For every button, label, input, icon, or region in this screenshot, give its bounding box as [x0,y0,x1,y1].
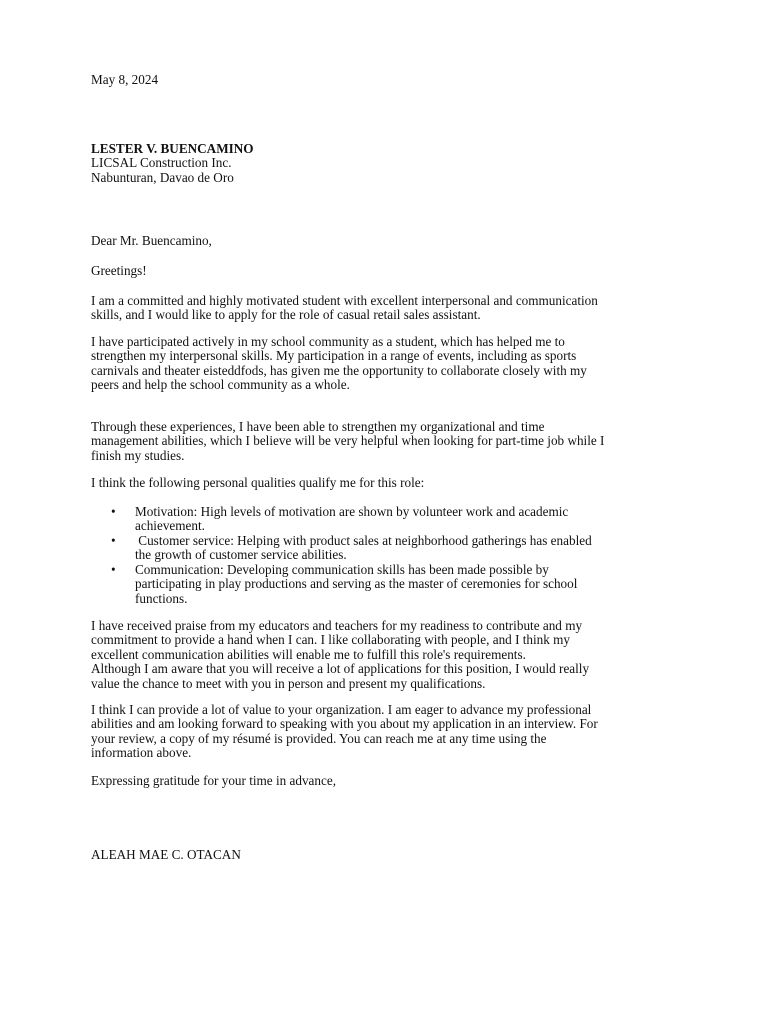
paragraph-closing [91,774,691,788]
paragraph-line: I have received praise from my educators and teachers for my readiness to contribute and my [91,618,583,633]
paragraph-line: your review, a copy of my résumé is provided. You can reach me at any time using the [91,730,547,746]
paragraph-line: Although I am aware that you will receive a lot of applications for this position, I would really [91,661,590,677]
bullet-line: Motivation: High levels of motivation are shown by volunteer work and academic [135,504,569,519]
paragraph-line: Expressing gratitude for your time in advance, [91,773,336,788]
paragraph-intro [91,294,691,323]
bullet-line: Communication: Developing communication skills has been made possible by [135,562,549,577]
paragraph-participation [91,335,691,393]
recipient-company: LICSAL Construction Inc. [91,155,232,171]
paragraph-line: finish my studies. [91,447,185,463]
paragraph-experiences [91,420,691,463]
paragraph-line: commitment to provide a hand when I can. I like collaborating with people, and I think my [91,632,571,648]
paragraph-value [91,703,691,761]
signature-name: ALEAH MAE C. OTACAN [91,847,241,862]
bullet-text [135,563,695,606]
paragraph-line: value the chance to meet with you in person and present my qualifications. [91,675,486,691]
date-text: May 8, 2024 [91,72,159,87]
bullet-line: Customer service: Helping with product sales at neighborhood gatherings has enabled [135,533,592,548]
salutation-text: Dear Mr. Buencamino, [91,233,212,248]
paragraph-line: carnivals and theater eisteddfods, has given me the opportunity to collaborate closely with my [91,362,587,378]
paragraph-line: information above. [91,745,192,761]
paragraph-line: abilities and am looking forward to speaking with you about my application in an interview. For [91,716,598,732]
bullet-line: achievement. [135,518,205,534]
bullet-icon: • [111,533,116,548]
paragraph-praise [91,619,691,691]
recipient-address: Nabunturan, Davao de Oro [91,169,234,185]
bullet-text [135,505,695,534]
paragraph-line: I think I can provide a lot of value to your organization. I am eager to advance my professional [91,702,592,717]
paragraph-line: I think the following personal qualities qualify me for this role: [91,475,425,490]
paragraph-qualities-intro [91,476,691,490]
bullet-icon: • [111,562,116,577]
greeting-text: Greetings! [91,263,147,278]
letter-date [91,73,691,87]
paragraph-line: strengthen my interpersonal skills. My participation in a range of events, including as sports [91,348,577,364]
paragraph-line: peers and help the school community as a whole. [91,377,350,393]
paragraph-line: skills, and I would like to apply for the role of casual retail sales assistant. [91,307,481,323]
paragraph-line: I am a committed and highly motivated student with excellent interpersonal and communication [91,293,598,308]
paragraph-line: I have participated actively in my school community as a student, which has helped me to [91,334,565,349]
recipient-name: LESTER V. BUENCAMINO [91,141,254,156]
bullet-line: participating in play productions and serving as the master of ceremonies for school [135,576,578,592]
bullet-icon: • [111,504,116,519]
greeting [91,264,691,278]
paragraph-line: Through these experiences, I have been able to strengthen my organizational and time [91,419,545,434]
bullet-line: the growth of customer service abilities. [135,547,347,563]
signature [91,848,691,862]
paragraph-line: management abilities, which I believe will be very helpful when looking for part-time job while I [91,433,605,449]
paragraph-line: excellent communication abilities will enable me to fulfill this role's requirements. [91,646,526,662]
bullet-text [135,534,695,563]
salutation [91,234,691,248]
bullet-line: functions. [135,590,188,606]
recipient-block [91,142,691,185]
